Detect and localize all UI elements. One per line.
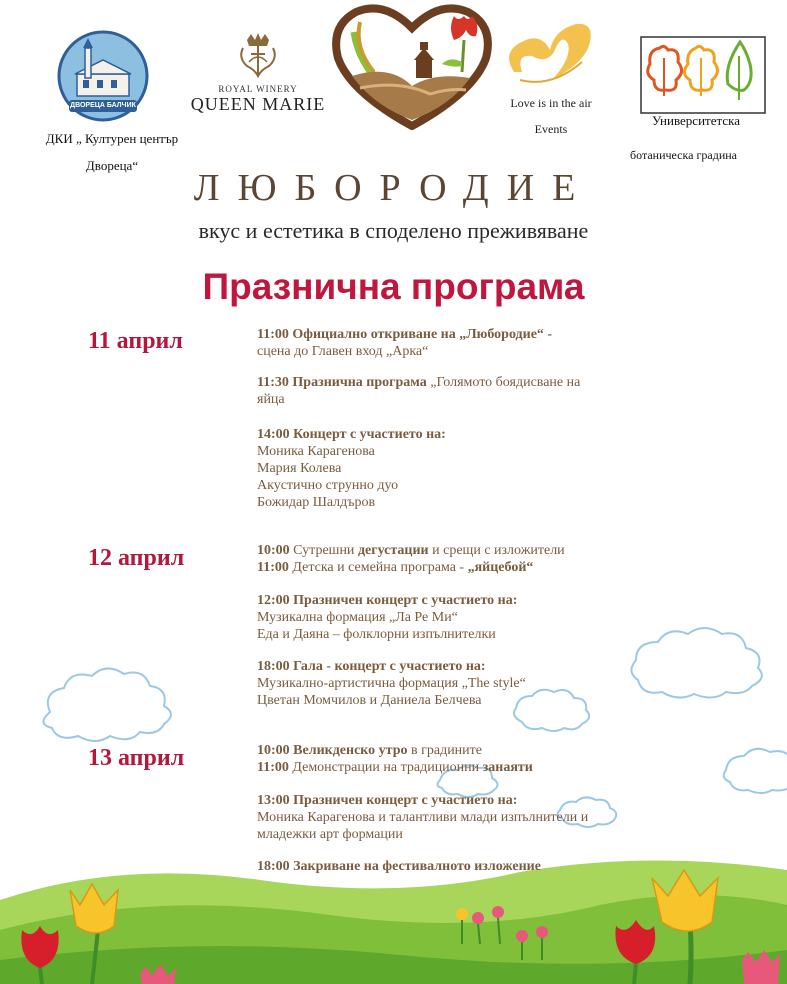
university-line1: Университетска bbox=[652, 113, 740, 128]
performer: Музикално-артистична формация „The style“ bbox=[257, 676, 526, 691]
day-date: 12 април bbox=[88, 545, 185, 571]
page-subtitle: вкус и естетика в споделено преживяване bbox=[198, 218, 589, 243]
dvoretsa-caption-line2: Двореца“ bbox=[85, 158, 139, 173]
event-item bbox=[257, 374, 687, 408]
event-item bbox=[257, 326, 687, 360]
dvoretsa-caption-line1: ДКИ „ Културен център bbox=[45, 131, 179, 146]
page-title: ЛЮБОРОДИЕ bbox=[193, 167, 594, 209]
event-text: Демонстрации на традиционни bbox=[288, 760, 483, 775]
event-item bbox=[257, 742, 687, 776]
performer: Божидар Шалдъров bbox=[257, 495, 376, 510]
event-title: 13:00 Празничен концерт с участието на: bbox=[257, 793, 518, 808]
trees-icon bbox=[640, 36, 766, 114]
event-text-bold: дегустации bbox=[357, 543, 429, 558]
heart-landscape-icon bbox=[330, 2, 495, 130]
event-item bbox=[257, 542, 687, 576]
event-detail: сцена до Главен вход „Арка“ bbox=[257, 344, 429, 359]
cloud-icon bbox=[43, 668, 171, 741]
royal-winery-label: ROYAL WINERY bbox=[218, 84, 298, 94]
palace-badge-text: ДВОРЕЦА БАЛЧИК bbox=[70, 102, 136, 109]
performer: Еда и Даяна – фолклорни изпълнителки bbox=[257, 627, 496, 642]
cloud-icon bbox=[724, 749, 787, 793]
event-title: 10:00 Великденско утро bbox=[257, 743, 408, 758]
event-item bbox=[257, 858, 687, 875]
performer: Мария Колева bbox=[257, 461, 342, 476]
event-item bbox=[257, 792, 687, 843]
university-line2: ботаническа градина bbox=[630, 148, 737, 162]
event-title: 18:00 Закриване на фестивалното изложение bbox=[257, 859, 541, 874]
event-title: 14:00 Концерт с участието на: bbox=[257, 427, 446, 442]
event-text-bold: занаяти bbox=[482, 760, 533, 775]
event-detail: яйца bbox=[257, 392, 285, 407]
event-text-bold: „яйцебой“ bbox=[467, 560, 534, 575]
event-time: 11:00 bbox=[257, 760, 289, 775]
event-time: 10:00 bbox=[257, 543, 290, 558]
performer: Акустично струнно дуо bbox=[257, 478, 399, 493]
event-text: и срещи с изложители bbox=[428, 543, 565, 558]
event-title: 12:00 Празничен концерт с участието на: bbox=[257, 593, 518, 608]
event-title: 18:00 Гала - концерт с участието на: bbox=[257, 659, 486, 674]
day-date: 11 април bbox=[88, 328, 183, 354]
performer: Музикална формация „Ла Ре Ми“ bbox=[257, 610, 458, 625]
queen-marie-label: QUEEN MARIE bbox=[190, 94, 326, 114]
logo-love-is-in-the-air bbox=[492, 14, 610, 144]
performer: Цветан Момчилов и Даниела Белчева bbox=[257, 693, 482, 708]
event-item bbox=[257, 658, 687, 709]
day-date: 13 април bbox=[88, 745, 185, 771]
event-title: 11:00 Официално откриване на „Любородие“ - bbox=[257, 327, 553, 342]
event-text: Сутрешни bbox=[289, 543, 358, 558]
logo-queen-marie bbox=[183, 32, 333, 122]
event-title-rest: „Голямото боядисване на bbox=[426, 375, 581, 390]
performer: Моника Карагенова и талантливи млади изпълнители и bbox=[257, 810, 589, 825]
event-title: 11:30 Празнична програма bbox=[257, 375, 427, 390]
heart-swirl-icon bbox=[492, 14, 610, 94]
love-air-line1: Love is in the air bbox=[510, 96, 592, 110]
program-heading: Празнична програма bbox=[202, 266, 585, 307]
performer: Моника Карагенова bbox=[257, 444, 375, 459]
event-item bbox=[257, 426, 687, 511]
event-item bbox=[257, 592, 687, 643]
crown-crest-icon bbox=[183, 32, 333, 82]
event-text: Детска и семейна програма - bbox=[288, 560, 468, 575]
performer: младежки арт формации bbox=[257, 827, 403, 842]
event-text: в градините bbox=[407, 743, 482, 758]
event-time: 11:00 bbox=[257, 560, 289, 575]
love-air-line2: Events bbox=[534, 122, 568, 136]
logo-university-garden bbox=[640, 36, 766, 114]
logo-luborodie-heart bbox=[330, 2, 495, 130]
logo-dvoretsa bbox=[55, 30, 151, 126]
